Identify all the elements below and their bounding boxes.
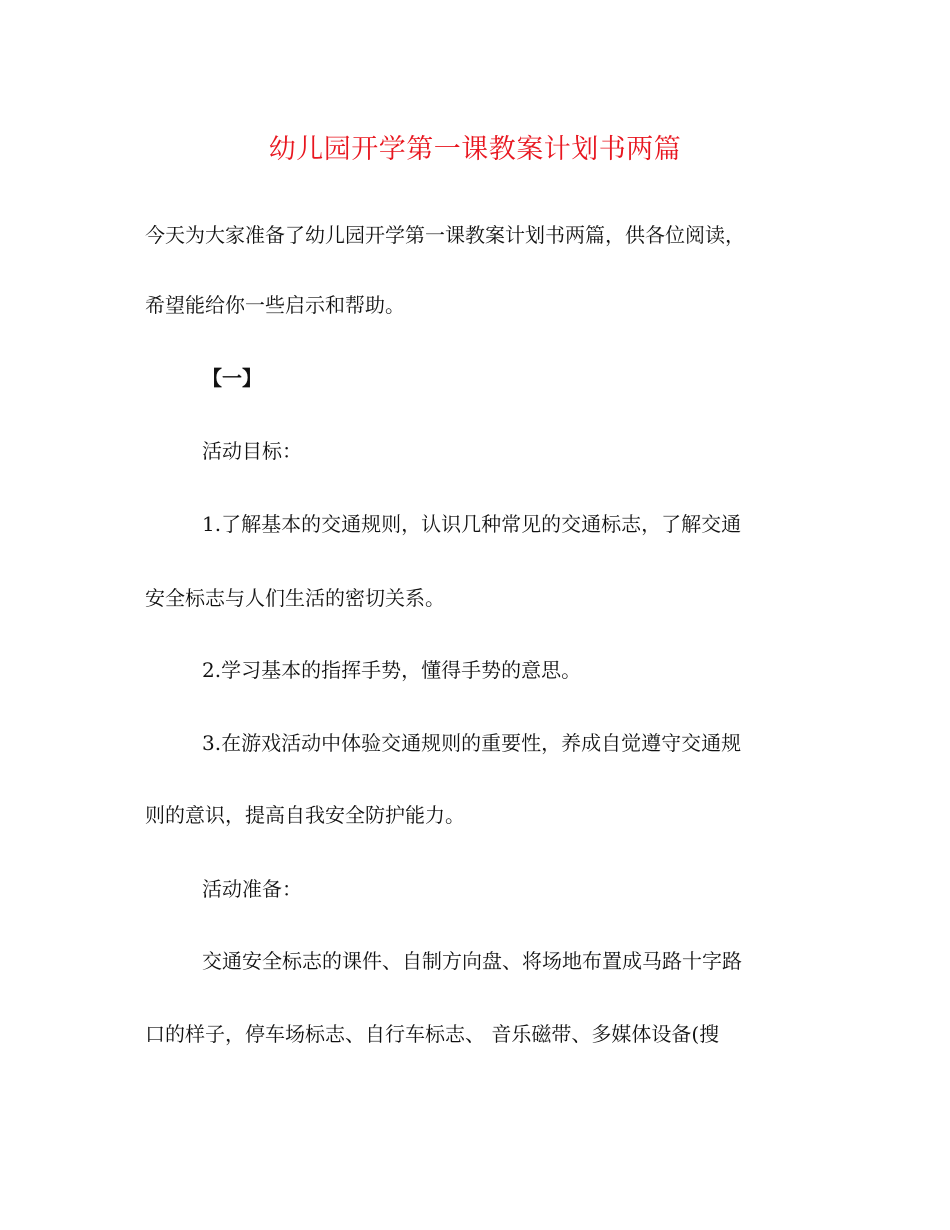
- objective-2: 2.学习基本的指挥手势，懂得手势的意思。: [202, 658, 582, 682]
- objective-1-line-2: 安全标志与人们生活的密切关系。: [145, 586, 445, 610]
- objective-3-line-2: 则的意识，提高自我安全防护能力。: [145, 803, 465, 827]
- document-title: 幼儿园开学第一课教案计划书两篇: [268, 134, 682, 165]
- preparation-heading: 活动准备：: [202, 877, 302, 901]
- objective-3-line-1: 3.在游戏活动中体验交通规则的重要性，养成自觉遵守交通规: [202, 731, 742, 755]
- preparation-line-2: 口的样子，停车场标志、自行车标志、 音乐磁带、多媒体设备(搜: [145, 1022, 720, 1046]
- objective-1-line-1: 1.了解基本的交通规则，认识几种常见的交通标志，了解交通: [202, 512, 742, 536]
- intro-line-1: 今天为大家准备了幼儿园开学第一课教案计划书两篇，供各位阅读，: [145, 223, 745, 247]
- section-marker: 【一】: [202, 366, 262, 390]
- intro-line-2: 希望能给你一些启示和帮助。: [145, 293, 405, 317]
- preparation-line-1: 交通安全标志的课件、自制方向盘、将场地布置成马路十字路: [202, 949, 742, 973]
- objectives-heading: 活动目标：: [202, 439, 302, 463]
